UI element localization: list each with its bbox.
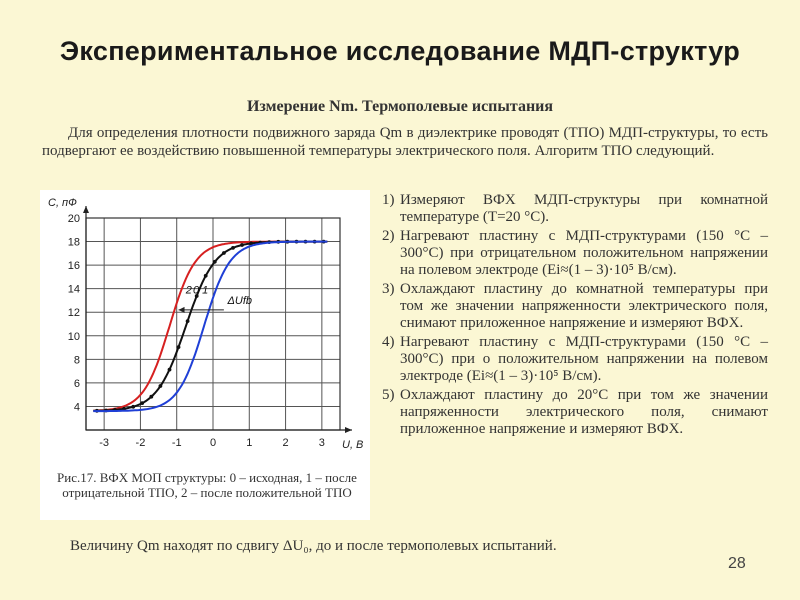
- y-tick-label: 6: [73, 377, 80, 390]
- x-tick-label: 1: [246, 437, 253, 449]
- series-point-0: [240, 243, 244, 247]
- slide-subtitle: Измерение Nm. Термополевые испытания: [246, 98, 554, 115]
- step-text: Охлаждают пластину до 20°С при том же значении напряженности электрического поля, снимают приложенное напряжение и измеряют ВФХ.: [400, 387, 768, 437]
- series-point-0: [168, 368, 172, 372]
- step-number: 4): [382, 334, 395, 350]
- step-number: 3): [382, 281, 395, 297]
- x-axis-arrow: [345, 427, 352, 433]
- x-tick-label: 3: [318, 437, 325, 449]
- algorithm-step: [382, 387, 768, 438]
- chart-annotation: 1: [202, 284, 209, 297]
- series-point-0: [159, 384, 163, 388]
- footer-text: Величину Qm находят по сдвигу ΔU₀, до и после термополевых испытаний.: [70, 538, 557, 554]
- chart-annotation: 0: [193, 284, 200, 297]
- step-text: Нагревают пластину с МДП-структурами (150 °С – 300°С) при о положительном напряжении на полевом электроде (Еi≈(1 – 3)·10⁵ В/см).: [400, 334, 768, 384]
- algorithm-steps: [382, 192, 768, 440]
- step-number: 1): [382, 192, 395, 208]
- x-tick-label: -3: [99, 437, 110, 449]
- y-tick-label: 4: [73, 401, 80, 414]
- page-number: 28: [728, 555, 746, 572]
- series-point-0: [222, 251, 226, 255]
- y-axis-label: С, пФ: [48, 197, 77, 209]
- chart-annotation: 2: [185, 284, 192, 297]
- y-tick-label: 14: [67, 283, 80, 296]
- y-tick-label: 20: [67, 213, 80, 225]
- x-tick-label: -1: [171, 437, 182, 449]
- series-line-0: [93, 242, 327, 411]
- series-point-0: [204, 274, 208, 278]
- algorithm-step: [382, 281, 768, 332]
- step-text: Нагревают пластину с МДП-структурами (150 °С – 300°С) при отрицательном положительном напряжении на полевом электроде (Еi≈(1 – 3)·10⁵ В/см).: [400, 228, 768, 278]
- series-point-0: [186, 319, 190, 323]
- figure-caption: Рис.17. ВФХ МОП структуры: 0 – исходная, 1 – после отрицательной ТПО, 2 – после положительной ТПО: [57, 470, 357, 500]
- step-number: 2): [382, 228, 395, 244]
- x-axis-label: U, В: [342, 439, 364, 451]
- series-point-0: [131, 405, 135, 409]
- algorithm-step: [382, 228, 768, 279]
- series-point-0: [149, 395, 153, 399]
- series-point-0: [231, 246, 235, 250]
- y-tick-label: 10: [67, 330, 80, 343]
- series-point-0: [213, 260, 217, 264]
- series-point-0: [177, 345, 181, 349]
- series-point-0: [140, 401, 144, 405]
- y-tick-label: 8: [73, 354, 80, 367]
- intro-paragraph: Для определения плотности подвижного заряда Qm в диэлектрике проводят (ТПО) МДП-структуры, то есть подвергают ее воздействию повышенной температуры электрического поля. Алгоритм ТПО следующий.: [42, 125, 768, 159]
- y-axis-arrow: [83, 206, 89, 213]
- step-text: Охлаждают пластину до комнатной температуры при том же значении напряженности электрического поля, снимают приложенное напряжение и измеряют ВФХ.: [400, 281, 768, 331]
- y-tick-label: 18: [67, 236, 80, 249]
- step-text: Измеряют ВФХ МДП-структуры при комнатной температуре (Т=20 °С).: [400, 192, 768, 225]
- algorithm-step: [382, 334, 768, 385]
- chart-annotation: ΔUfb: [227, 294, 253, 307]
- cv-chart: [40, 190, 370, 460]
- step-number: 5): [382, 387, 395, 403]
- x-tick-label: -2: [135, 437, 146, 449]
- algorithm-step: [382, 192, 768, 226]
- y-tick-label: 16: [67, 260, 80, 273]
- y-tick-label: 12: [67, 307, 80, 320]
- x-tick-label: 2: [282, 437, 289, 449]
- slide-title: Экспериментальное исследование МДП-структур: [59, 36, 741, 66]
- x-tick-label: 0: [209, 437, 217, 449]
